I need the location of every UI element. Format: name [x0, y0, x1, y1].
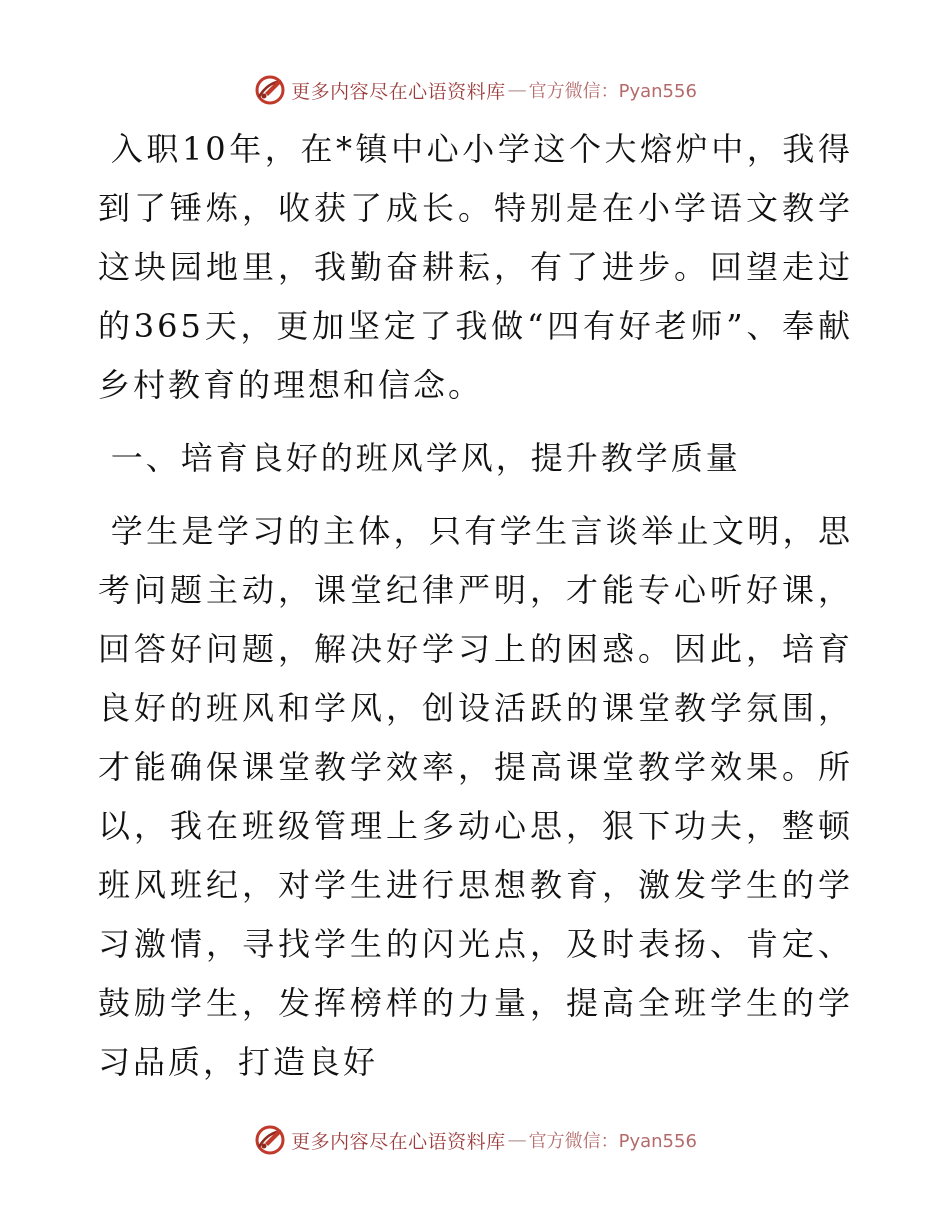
header-wechat-text: 官方微信：Pyan556: [528, 81, 697, 102]
paragraph-class-management: 学生是学习的主体，只有学生言谈举止文明，思考问题主动，课堂纪律严明，才能专心听好课，回答好问题，解决好学习上的困惑。因此，培育良好的班风和学风，创设活跃的课堂教学氛围，才能确保课堂教学效率，提高课堂教学效果。所以，我在班级管理上多动心思，狠下功夫，整顿班风班纪，对学生进行思想教育，激发学生的学习激情，寻找学生的闪光点，及时表扬、肯定、鼓励学生，发挥榜样的力量，提高全班学生的学习品质，打造良好: [98, 512, 853, 1081]
paragraph-intro: 入职10年，在*镇中心小学这个大熔炉中，我得到了锤炼，收获了成长。特别是在小学语文教学这块园地里，我勤奋耕耘，有了进步。回望走过的365天，更加坚定了我做“四有好老师”、奉献乡村教育的理想和信念。: [98, 130, 853, 404]
header-banner-text: 更多内容尽在心语资料库: [291, 80, 506, 103]
header-banner-separator: —: [507, 79, 527, 101]
footer-banner: [0, 1120, 950, 1160]
footer-wechat-text: 官方微信：Pyan556: [528, 1131, 697, 1152]
header-banner: [0, 70, 950, 110]
pen-swirl-logo-icon: [253, 1123, 287, 1157]
pen-swirl-logo-icon: [253, 73, 287, 107]
document-body: [98, 120, 853, 1092]
section-heading: 一、培育良好的班风学风，提升教学质量: [110, 439, 741, 477]
footer-banner-text: 更多内容尽在心语资料库: [291, 1130, 506, 1153]
footer-banner-separator: —: [507, 1129, 527, 1151]
